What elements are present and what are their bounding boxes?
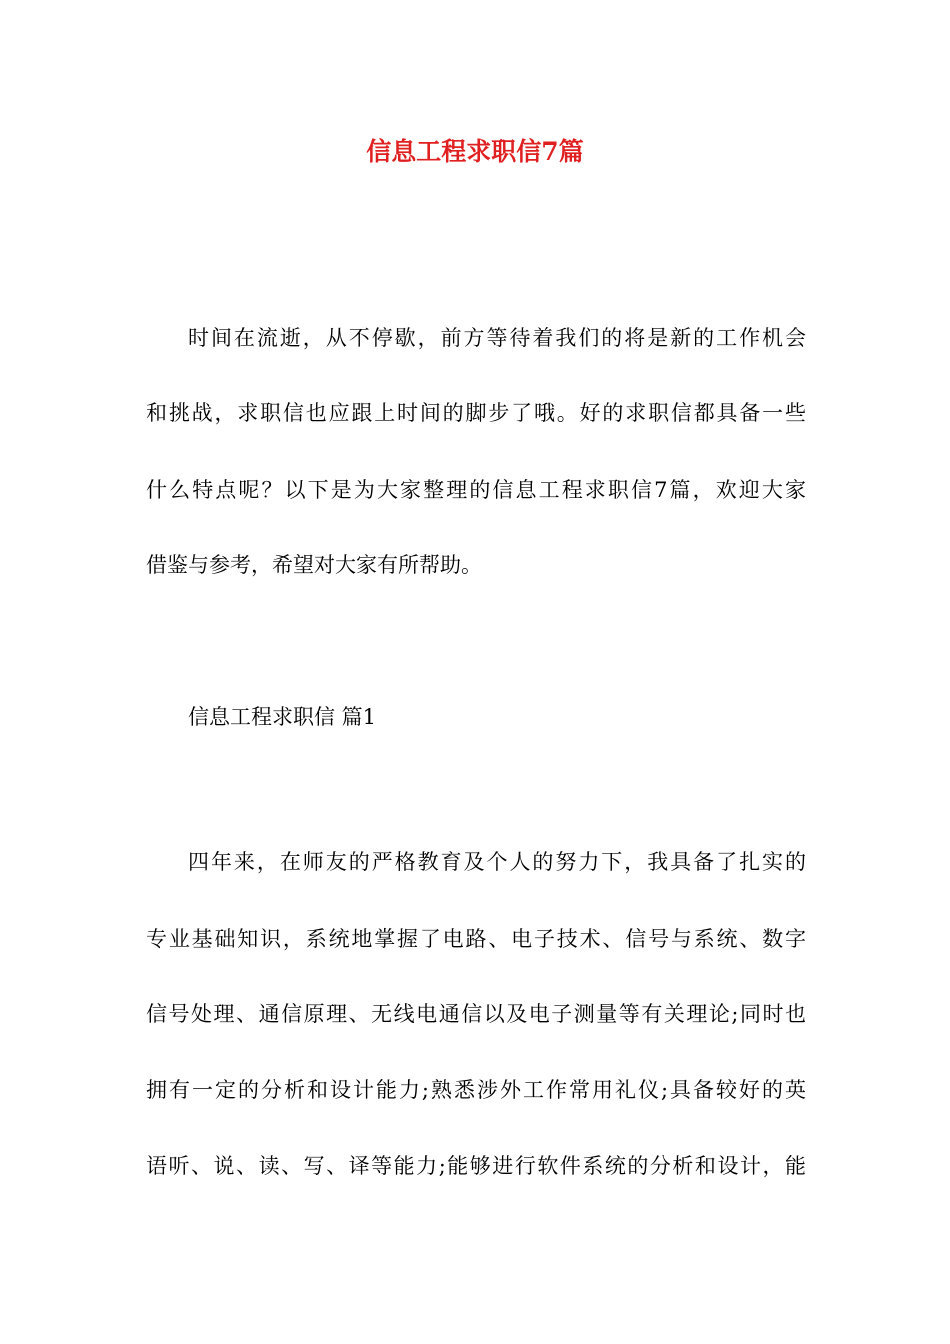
body-line: 信号处理、通信原理、无线电通信以及电子测量等有关理论;同时也	[146, 1002, 806, 1026]
intro-line: 时间在流逝，从不停歇，前方等待着我们的将是新的工作机会	[188, 326, 806, 350]
body-line: 专业基础知识，系统地掌握了电路、电子技术、信号与系统、数字	[146, 927, 806, 951]
intro-line: 和挑战，求职信也应跟上时间的脚步了哦。好的求职信都具备一些	[146, 401, 806, 425]
body-line: 语听、说、读、写、译等能力;能够进行软件系统的分析和设计，能	[146, 1154, 806, 1178]
section-heading: 信息工程求职信 篇1	[188, 705, 377, 729]
body-line: 四年来，在师友的严格教育及个人的努力下，我具备了扎实的	[188, 850, 806, 874]
intro-line: 借鉴与参考，希望对大家有所帮助。	[146, 553, 482, 577]
intro-line: 什么特点呢？以下是为大家整理的信息工程求职信7篇，欢迎大家	[146, 478, 806, 502]
document-title: 信息工程求职信7篇	[366, 137, 584, 166]
body-line: 拥有一定的分析和设计能力;熟悉涉外工作常用礼仪;具备较好的英	[146, 1078, 806, 1102]
